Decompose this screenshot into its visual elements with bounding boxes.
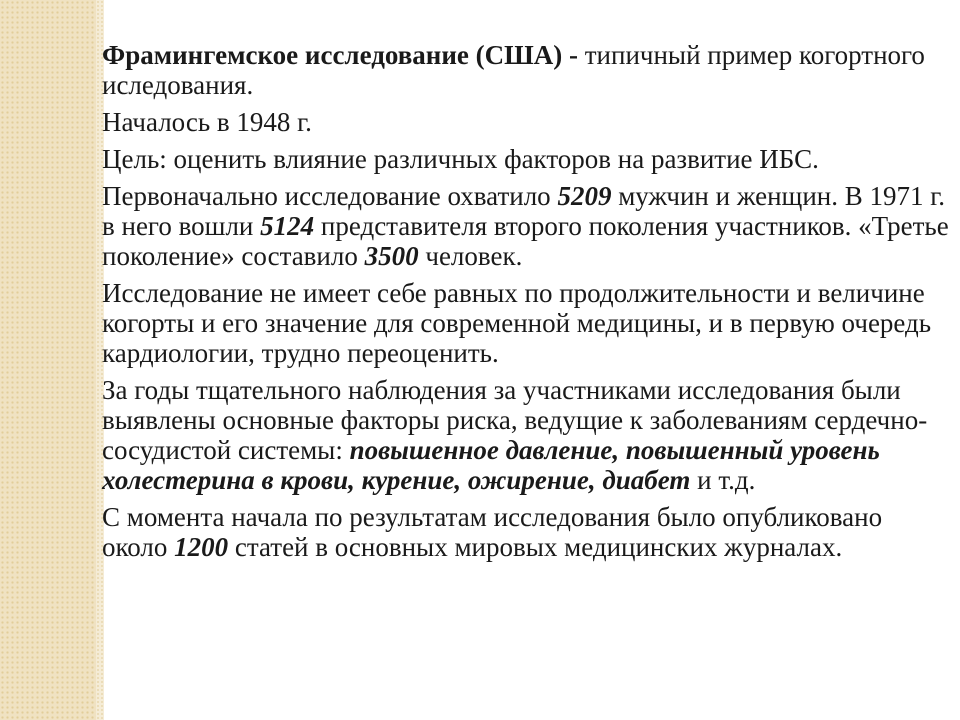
paragraph-significance (102, 278, 954, 368)
participants-count-first: 5209 (557, 181, 612, 211)
participants-text-3: представителя второго поколения участников. «Третье поколение» составило (102, 211, 949, 271)
paragraph-participants (102, 181, 954, 271)
start-year-text: Началось в 1948 г. (102, 107, 312, 137)
publications-text-2: статей в основных мировых медицинских журналах. (228, 532, 843, 562)
study-description: типичный пример когортного иследования. (102, 40, 925, 100)
significance-text: Исследование не имеет себе равных по продолжительности и величине когорты и его значение для современной медицины, и в первую очередь кардиологии, трудно переоценить. (102, 278, 932, 368)
paragraph-risk-factors (102, 375, 954, 495)
paragraph-goal (102, 144, 954, 174)
slide-content (102, 40, 954, 569)
participants-text-1: Первоначально исследование охватило (102, 181, 558, 211)
participants-text-2: мужчин и женщин. В 1971 г. в него вошли (102, 181, 946, 241)
goal-text: Цель: оценить влияние различных факторов на развитие ИБС. (102, 144, 819, 174)
risk-factors-intro: За годы тщательного наблюдения за участниками исследования были выявлены основные факторы риска, ведущие к заболеваниям сердечно-сосудистой системы: (102, 375, 928, 465)
participants-count-third: 3500 (364, 241, 419, 271)
paragraph-publications (102, 502, 954, 562)
participants-count-second: 5124 (260, 211, 315, 241)
risk-factors-list: повышенное давление, повышенный уровень холестерина в крови, курение, ожирение, диабет (102, 435, 880, 495)
decorative-side-band (0, 0, 96, 720)
study-title: Фрамингемское исследование (США) - (102, 40, 578, 70)
paragraph-start-year (102, 107, 954, 137)
participants-text-4: человек. (418, 241, 523, 271)
publications-count: 1200 (174, 532, 229, 562)
risk-factors-etc: и т.д. (690, 465, 756, 495)
publications-text-1: С момента начала по результатам исследования было опубликовано около (102, 502, 883, 562)
paragraph-framingham-title (102, 40, 954, 100)
